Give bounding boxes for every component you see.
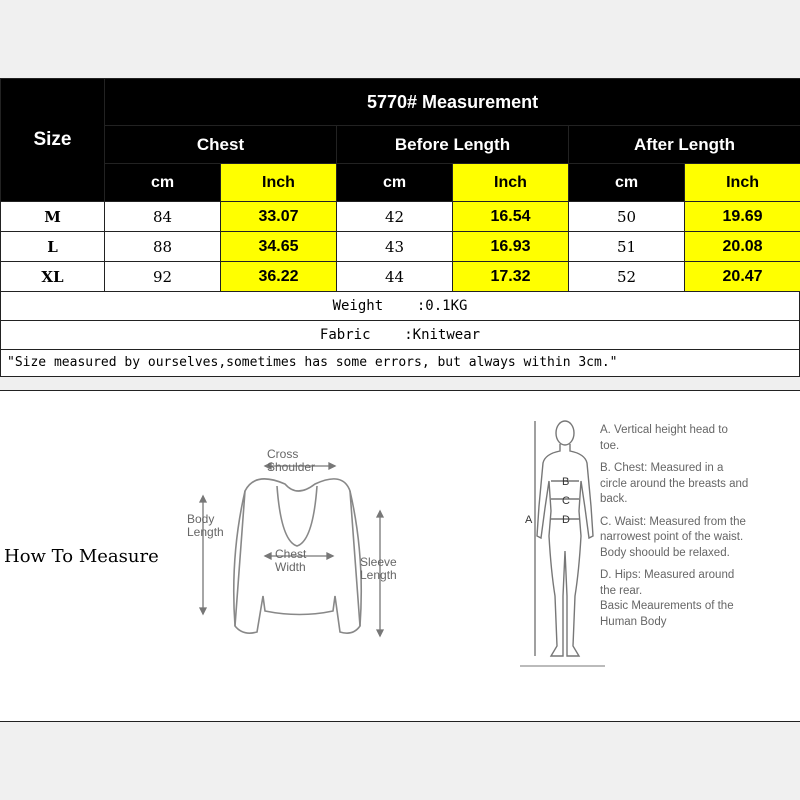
letter-b: B [562,476,570,488]
sleeve-label-1: Sleeve [360,555,397,569]
table-cell: 52 [569,262,685,292]
table-cell: 34.65 [221,232,337,262]
measurement-note: "Size measured by ourselves,sometimes has some errors, but always within 3cm." [0,349,800,377]
chest-label-1: Chest [275,547,307,561]
sweater-sketch [185,436,410,646]
unit-cm: cm [569,164,685,202]
table-cell: 42 [337,202,453,232]
weight-line: Weight :0.1KG [0,291,800,321]
table-row [1,232,800,262]
bottom-margin [0,722,800,800]
how-to-measure-panel [0,390,800,722]
chest-label-2: Width [275,560,306,574]
table-cell: 17.32 [453,262,569,292]
unit-inch: Inch [685,164,800,202]
body-label-2: Length [187,525,224,539]
unit-cm: cm [337,164,453,202]
table-cell: 19.69 [685,202,800,232]
top-margin [0,0,800,78]
cross-label-2: Shoulder [267,460,316,474]
measurement-table [0,78,800,292]
table-cell: 20.08 [685,232,800,262]
human-body-figure [515,411,605,671]
unit-inch: Inch [453,164,569,202]
sleeve-label-2: Length [360,568,397,582]
legend-item-d: D. Hips: Measured around the rear. [600,569,735,597]
legend-item-b: B. Chest: Measured in a circle around the breasts and back. [600,462,749,505]
table-cell: 50 [569,202,685,232]
size-header: Size [1,79,105,202]
table-cell: 20.47 [685,262,800,292]
table-cell: 16.93 [453,232,569,262]
body-label-1: Body [187,512,215,526]
after-length-header: After Length [569,126,800,164]
table-cell: 33.07 [221,202,337,232]
unit-cm: cm [105,164,221,202]
size-cell: L [1,232,105,262]
table-cell: 92 [105,262,221,292]
table-title: 5770# Measurement [105,79,800,126]
letter-d: D [562,514,570,526]
table-cell: 16.54 [453,202,569,232]
measurement-legend [600,423,750,637]
table-cell: 36.22 [221,262,337,292]
chest-header: Chest [105,126,337,164]
letter-c: C [562,495,570,507]
table-cell: 43 [337,232,453,262]
table-row [1,262,800,292]
size-cell: M [1,202,105,232]
fabric-line: Fabric :Knitwear [0,320,800,350]
body-outline [535,421,593,656]
before-length-header: Before Length [337,126,569,164]
table-cell: 84 [105,202,221,232]
legend-item-c: C. Waist: Measured from the narrowest point of the waist. Body shoould be relaxed. [600,515,746,559]
table-cell: 44 [337,262,453,292]
legend-item-a: A. Vertical height head to toe. [600,424,728,452]
table-cell: 88 [105,232,221,262]
cross-label-1: Cross [267,447,299,461]
unit-inch: Inch [221,164,337,202]
size-cell: XL [1,262,105,292]
table-row [1,202,800,232]
legend-caption: Basic Meaurements of the Human Body [600,600,734,628]
how-to-measure-label: How To Measure [4,546,159,567]
table-cell: 51 [569,232,685,262]
letter-a: A [525,514,533,526]
